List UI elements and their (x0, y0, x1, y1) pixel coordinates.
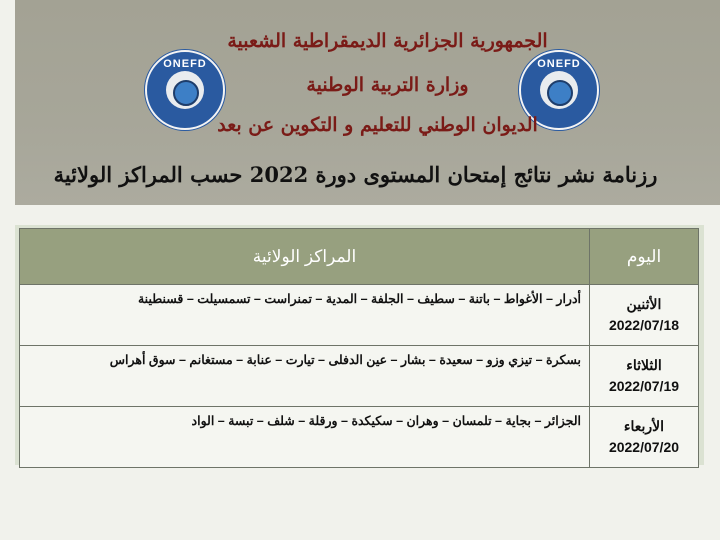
day-cell (590, 346, 699, 407)
schedule-table (19, 228, 699, 468)
page-title: رزنامة نشر نتائج إمتحان المستوى دورة 2022 حسب المراكز الولائية (53, 162, 658, 187)
day-date: 2022/07/19 (608, 378, 680, 394)
logo-text: ONEFD (163, 58, 207, 70)
header-office: الديوان الوطني للتعليم و التكوين عن بعد (217, 114, 538, 136)
header-republic: الجمهورية الجزائرية الديمقراطية الشعبية (227, 30, 548, 52)
schedule-table-container (15, 225, 704, 465)
table-row (20, 285, 699, 346)
centers-cell: الجزائر – بجاية – تلمسان – وهران – سكيكدة – ورقلة – شلف – تبسة – الواد (20, 407, 590, 468)
centers-cell: بسكرة – تيزي وزو – سعيدة – بشار – عين الدفلى – تيارت – عنابة – مستغانم – سوق أهراس (20, 346, 590, 407)
centers-cell: أدرار – الأغواط – باتنة – سطيف – الجلفة – المدية – تمنراست – تسمسيلت – قسنطينة (20, 285, 590, 346)
header-banner (15, 0, 720, 205)
header-centers: المراكز الولائية (20, 229, 590, 285)
day-cell (590, 285, 699, 346)
day-name: الأثنين (626, 296, 662, 312)
day-name: الثلاثاء (626, 357, 662, 373)
day-cell (590, 407, 699, 468)
header-day: اليوم (590, 229, 699, 285)
header-ministry: وزارة التربية الوطنية (306, 74, 469, 96)
table-header-row (20, 229, 699, 285)
table-row (20, 407, 699, 468)
day-date: 2022/07/20 (608, 439, 680, 455)
day-name: الأربعاء (623, 418, 665, 434)
logo-text: ONEFD (537, 58, 581, 70)
day-date: 2022/07/18 (608, 317, 680, 333)
table-row (20, 346, 699, 407)
